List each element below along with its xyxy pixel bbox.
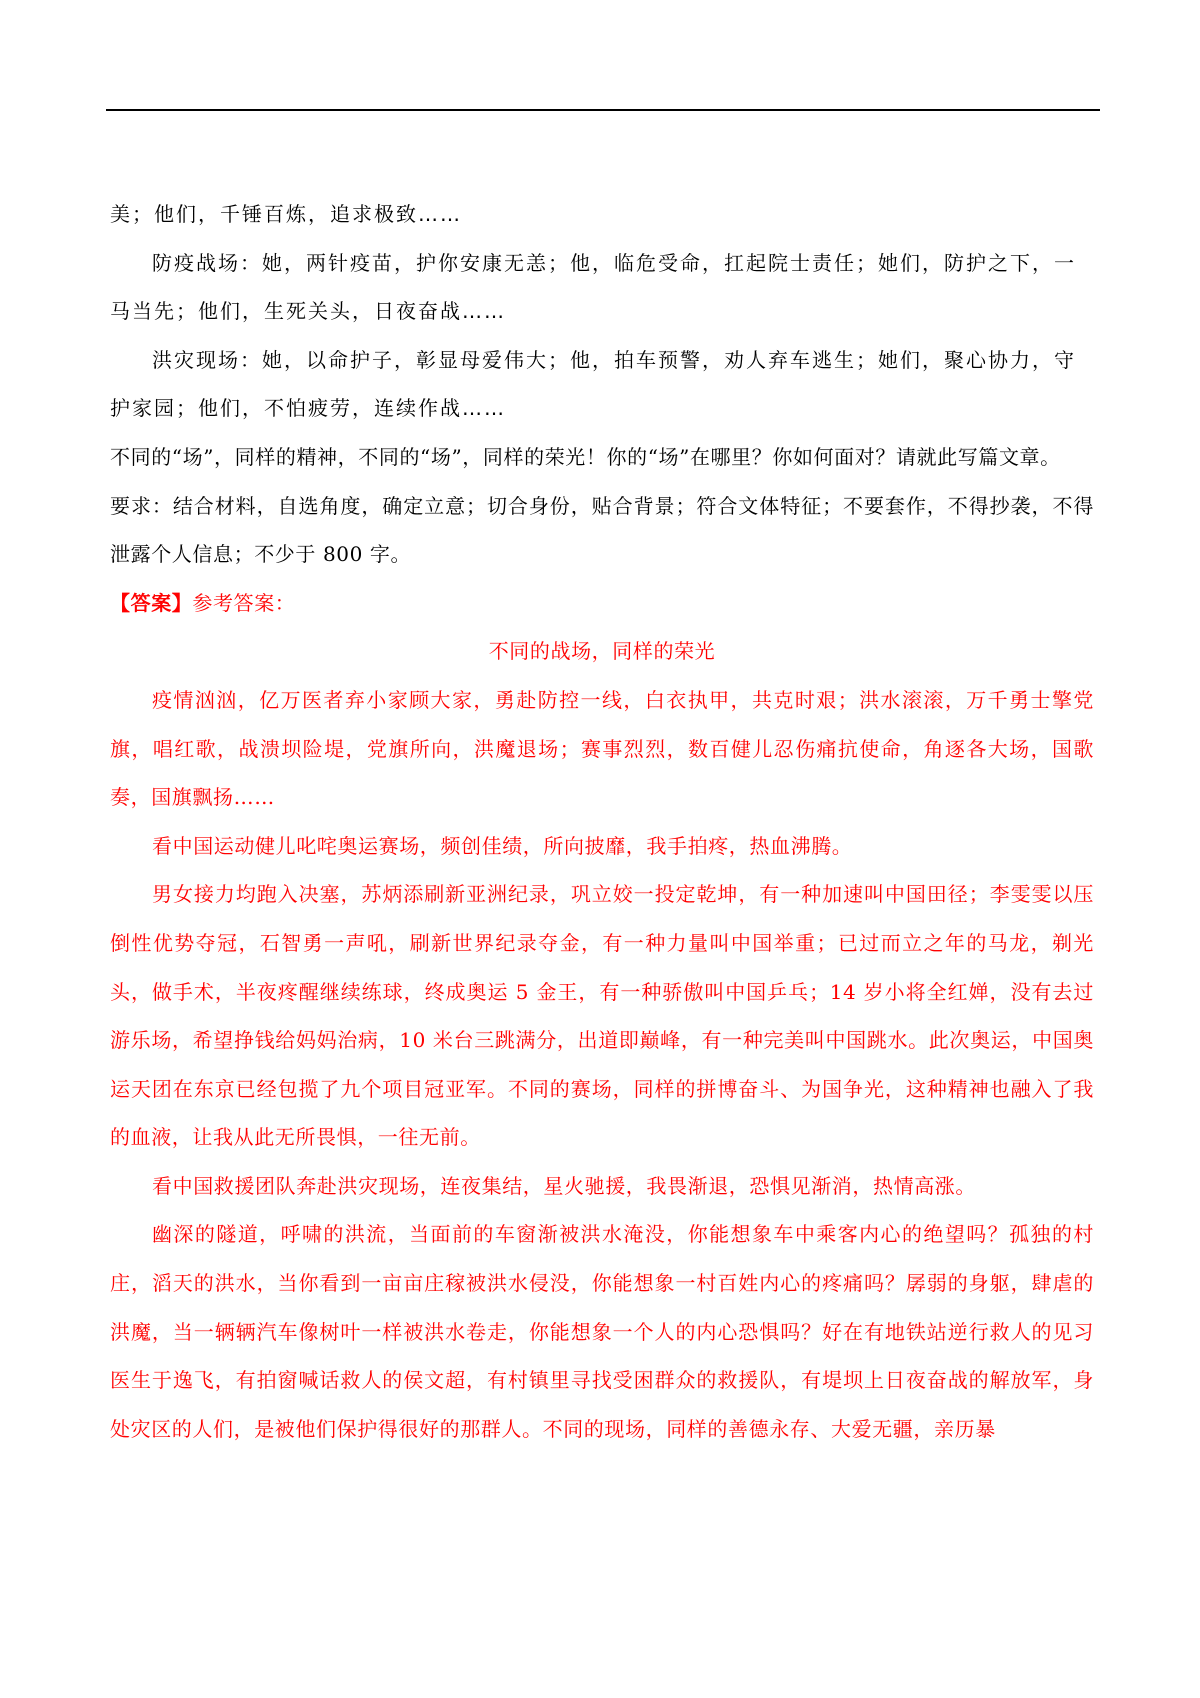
- page-content: [110, 190, 1094, 1453]
- header-rule: [106, 109, 1100, 111]
- material-epidemic: 防疫战场：她，两针疫苗，护你安康无恙；他，临危受命，扛起院士责任；她们，防护之下，一马当先；他们，生死关头，日夜奋战……: [110, 250, 1076, 324]
- essay-paragraph: 疫情汹汹，亿万医者弃小家顾大家，勇赴防控一线，白衣执甲，共克时艰；洪水滚滚，万千勇士擎党旗，唱红歌，战溃坝险堤，党旗所向，洪魔退场；赛事烈烈，数百健儿忍伤痛抗使命，角逐各大场，国歌奏，国旗飘扬……: [110, 687, 1094, 810]
- essay-paragraph: 看中国运动健儿叱咤奥运赛场，频创佳绩，所向披靡，我手拍疼，热血沸腾。: [152, 833, 853, 858]
- material-flood: 洪灾现场：她，以命护子，彰显母爱伟大；他，拍车预警，劝人弃车逃生；她们，聚心协力，守护家园；他们，不怕疲劳，连续作战……: [110, 347, 1076, 421]
- writing-requirements: 要求：结合材料，自选角度，确定立意；切合身份，贴合背景；符合文体特征；不要套作，不得抄袭，不得泄露个人信息；不少于 800 字。: [110, 493, 1094, 567]
- essay-title: 不同的战场，同样的荣光: [488, 639, 716, 664]
- answer-tag: 【答案】: [110, 590, 193, 615]
- essay-paragraph: 看中国救援团队奔赴洪灾现场，连夜集结，星火驰援，我畏渐退，恐惧见渐消，热情高涨。: [152, 1173, 976, 1198]
- writing-prompt: 不同的“场”，同样的精神，不同的“场”，同样的荣光！你的“场”在哪里？你如何面对？请就此写篇文章。: [110, 444, 1061, 469]
- essay-paragraph: 幽深的隧道，呼啸的洪流，当面前的车窗渐被洪水淹没，你能想象车中乘客内心的绝望吗？孤独的村庄，滔天的洪水，当你看到一亩亩庄稼被洪水侵没，你能想象一村百姓内心的疼痛吗？孱弱的身躯，肆虐的洪魔，当一辆辆汽车像树叶一样被洪水卷走，你能想象一个人的内心恐惧吗？好在有地铁站逆行救人的见习医生于逸飞，有拍窗喊话救人的侯文超，有村镇里寻找受困群众的救援队，有堤坝上日夜奋战的解放军，身处灾区的人们，是被他们保护得很好的那群人。不同的现场，同样的善德永存、大爱无疆，亲历暴: [110, 1222, 1094, 1441]
- essay-paragraph: 男女接力均跑入决塞，苏炳添刷新亚洲纪录，巩立姣一投定乾坤，有一种加速叫中国田径；李雯雯以压倒性优势夺冠，石智勇一声吼，刷新世界纪录夺金，有一种力量叫中国举重；已过而立之年的马龙，剃光头，做手术，半夜疼醒继续练球，终成奥运 5 金王，有一种骄傲叫中国乒乓；14 岁小将全红婵，没有去过游乐场，希望挣钱给妈妈治病，10 米台三跳满分，出道即巅峰，有一种完美叫中国跳水。此次奥运，中国奥运天团在东京已经包揽了九个项目冠亚军。不同的赛场，同样的拼博奋斗、为国争光，这种精神也融入了我的血液，让我从此无所畏惧，一往无前。: [110, 882, 1094, 1150]
- answer-heading: [110, 579, 1094, 628]
- answer-label: 参考答案：: [192, 590, 296, 615]
- material-line-1: 美；他们，千锤百炼，追求极致……: [110, 202, 462, 226]
